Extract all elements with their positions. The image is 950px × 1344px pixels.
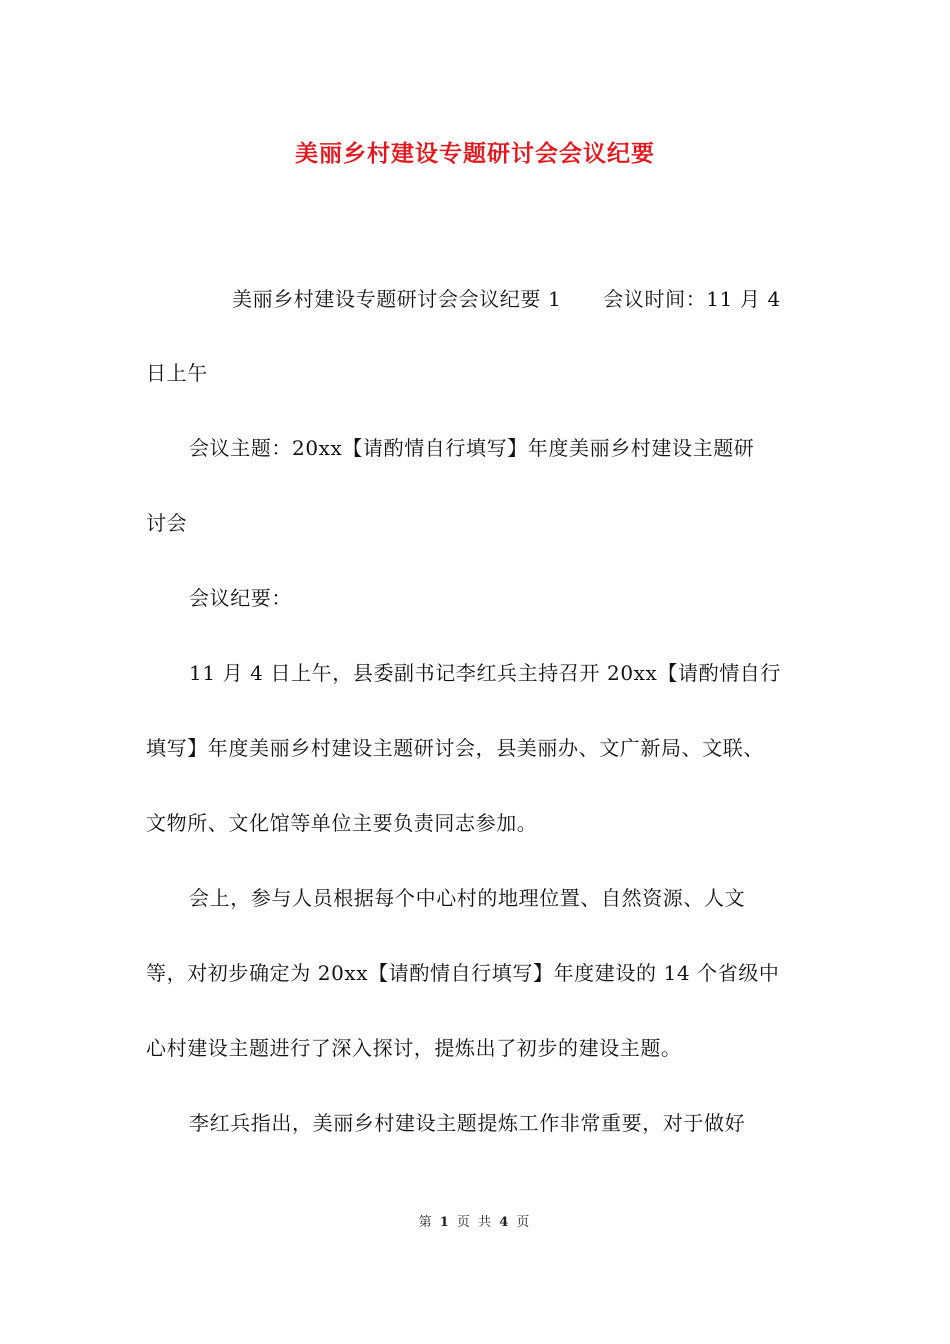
paragraph-line: 讨会	[146, 511, 188, 535]
total-pages-number: 4	[499, 1215, 511, 1230]
paragraph-line: 日上午	[146, 361, 208, 385]
footer-prefix: 第	[418, 1215, 434, 1230]
paragraph-line: 李红兵指出，美丽乡村建设主题提炼工作非常重要，对于做好	[189, 1111, 746, 1135]
footer-middle: 页 共	[456, 1215, 494, 1230]
paragraph-line: 文物所、文化馆等单位主要负责同志参加。	[146, 811, 538, 835]
page-footer	[0, 1211, 950, 1230]
paragraph-line: 11 月 4 日上午，县委副书记李红兵主持召开 20xx【请酌情自行	[189, 661, 782, 685]
meeting-time-label: 会议时间：11 月 4	[603, 287, 781, 311]
paragraph-line	[232, 283, 781, 312]
current-page-number: 1	[439, 1215, 451, 1230]
paragraph-line: 会议主题：20xx【请酌情自行填写】年度美丽乡村建设主题研	[189, 436, 755, 460]
paragraph-line: 心村建设主题进行了深入探讨，提炼出了初步的建设主题。	[146, 1036, 682, 1060]
paragraph-line: 填写】年度美丽乡村建设主题研讨会，县美丽办、文广新局、文联、	[146, 736, 764, 760]
footer-suffix: 页	[516, 1215, 532, 1230]
heading-reference: 美丽乡村建设专题研讨会会议纪要 1	[232, 287, 562, 311]
paragraph-line: 会议纪要：	[189, 586, 292, 610]
paragraph-line: 等，对初步确定为 20xx【请酌情自行填写】年度建设的 14 个省级中	[146, 961, 780, 985]
paragraph-line: 会上，参与人员根据每个中心村的地理位置、自然资源、人文	[189, 886, 746, 910]
document-title: 美丽乡村建设专题研讨会会议纪要	[295, 140, 655, 167]
